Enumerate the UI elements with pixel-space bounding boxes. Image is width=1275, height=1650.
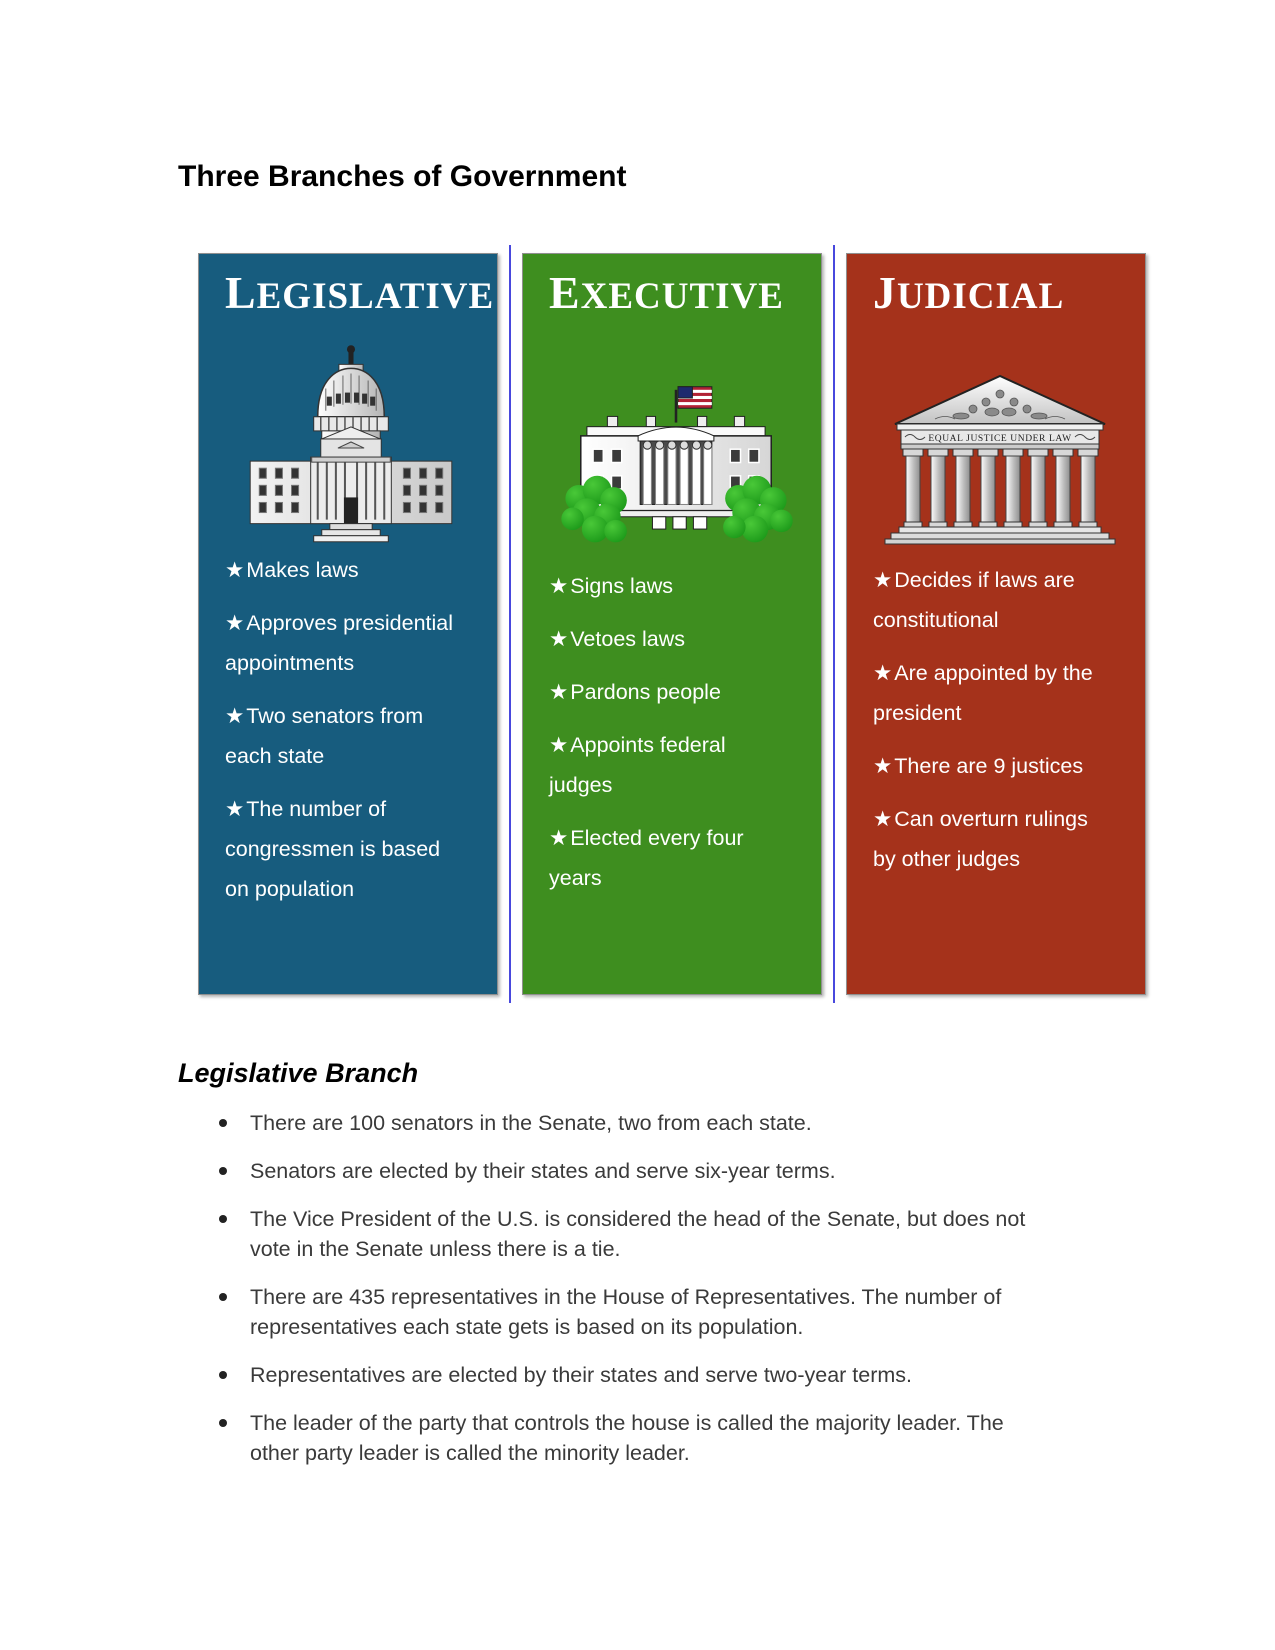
section-heading-legislative-branch: Legislative Branch [178,1058,419,1088]
supreme-court-icon [865,356,1135,546]
branch-duty-item: ★ Vetoes laws [549,619,787,659]
branch-duty-item: ★ There are 9 justices [873,746,1111,786]
panel-judicial-title: JUDICIAL [873,267,1065,318]
panel-executive [522,253,822,995]
panel-judicial [846,253,1146,995]
branch-duty-item: ★ The number of congressmen is based on population [225,789,463,909]
branch-duty-item: ★ Are appointed by the president [873,653,1111,733]
branch-duty-item: ★ Can overturn rulings by other judges [873,799,1111,879]
branch-duty-item: ★ Signs laws [549,566,787,606]
branch-duty-item: ★ Elected every four years [549,818,787,898]
fact-item: There are 435 representatives in the House of Representatives. The number of representatives each state gets is based on its population. [215,1282,1035,1342]
panel-divider [833,245,835,1003]
fact-item: Senators are elected by their states and serve six-year terms. [215,1156,1035,1186]
branch-duty-item: ★ Two senators from each state [225,696,463,776]
panel-divider [509,245,511,1003]
pediment-inscription: EQUAL JUSTICE UNDER LAW [928,434,1072,444]
fact-item: Representatives are elected by their states and serve two-year terms. [215,1360,1035,1390]
branch-duty-item: ★ Appoints federal judges [549,725,787,805]
white-house-icon [539,350,813,550]
legislative-facts-list [215,1108,1035,1486]
panel-legislative [198,253,498,995]
executive-duties-list [549,566,787,898]
judicial-duties-list [873,560,1111,879]
fact-item: The leader of the party that controls the house is called the majority leader. The other party leader is called the minority leader. [215,1408,1035,1468]
fact-item: There are 100 senators in the Senate, two from each state. [215,1108,1035,1138]
panel-legislative-title: LEGISLATIVE [225,267,495,318]
fact-item: The Vice President of the U.S. is considered the head of the Senate, but does not vote in the Senate unless there is a tie. [215,1204,1035,1264]
capitol-building-icon [217,322,485,550]
branch-duty-item: ★ Pardons people [549,672,787,712]
branch-duty-item: ★ Decides if laws are constitutional [873,560,1111,640]
page-title: Three Branches of Government [178,160,627,193]
legislative-duties-list [225,550,463,909]
panel-executive-title: EXECUTIVE [549,267,784,318]
branch-duty-item: ★ Makes laws [225,550,463,590]
branch-duty-item: ★ Approves presidential appointments [225,603,463,683]
branches-infographic [198,253,1146,1003]
